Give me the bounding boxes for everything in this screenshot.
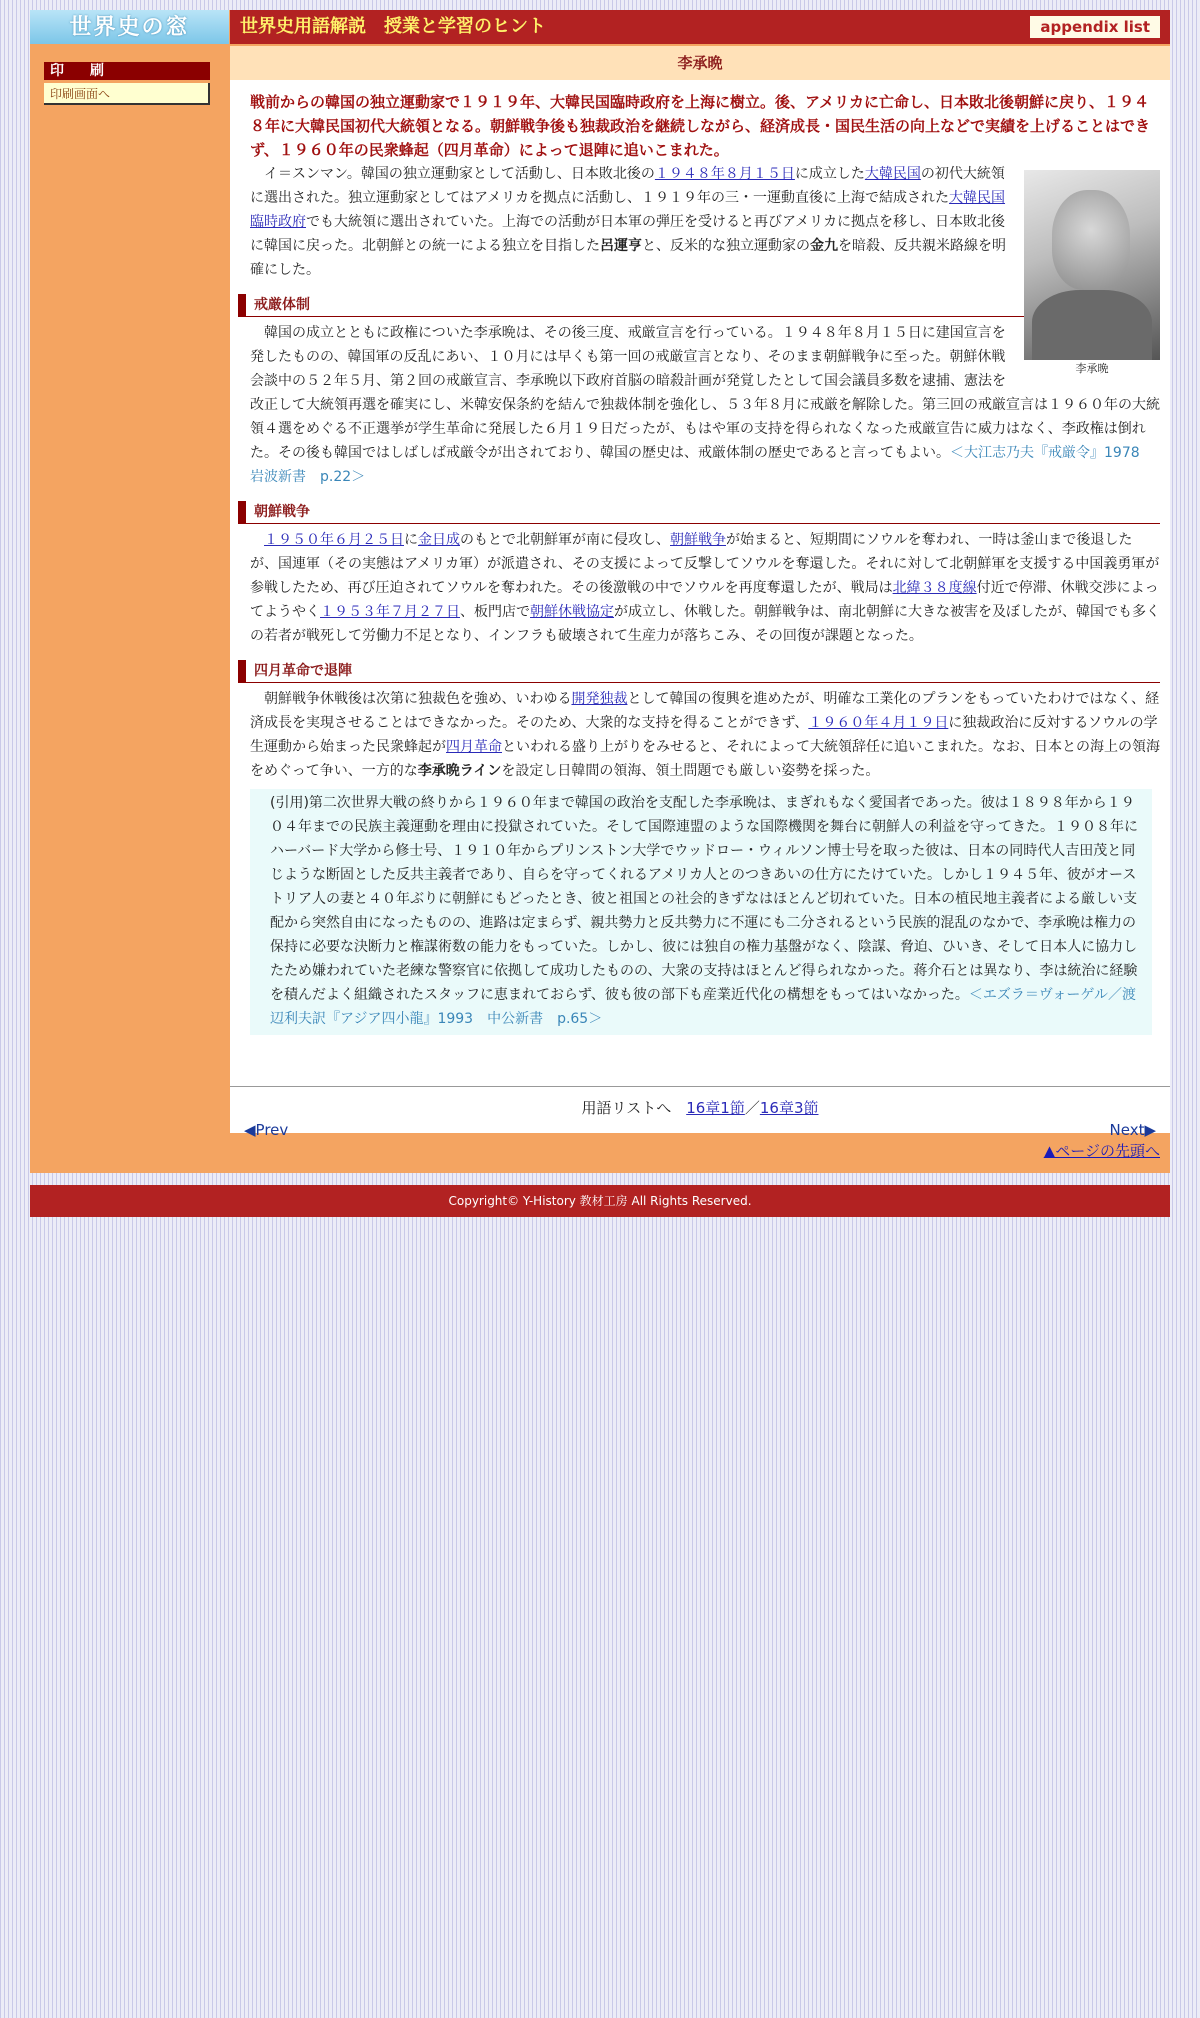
article-title: 李承晩 [230, 46, 1170, 80]
term-list-nav [230, 1097, 1170, 1118]
link-provisional-government[interactable]: 大韓民国臨時政府 [250, 190, 1006, 230]
section-text: を設定し日韓間の領海、領土問題でも厳しい姿勢を採った。 [501, 763, 880, 779]
link-1948-08-15[interactable]: １９４８年８月１５日 [654, 166, 795, 182]
intro-text: と、反米的な独立運動家の [642, 238, 810, 254]
section-heading-korean-war: 朝鮮戦争 [238, 501, 1160, 524]
link-april-revolution[interactable]: 四月革命 [446, 739, 502, 755]
portrait-face [1052, 190, 1130, 290]
sidebar-print-heading: 印 刷 [44, 62, 210, 80]
intro-text: を暗殺、反共親米路線を明確にした。 [250, 238, 1006, 278]
section-text: 付近で停滞、休戦交渉によってようやく [250, 580, 1159, 620]
page-top-link[interactable]: ▲ページの先頭へ [1043, 1142, 1160, 1160]
quotation-block [250, 789, 1152, 1035]
section-text: といわれる盛り上がりをみせると、それによって大統領辞任に追いこまれた。なお、日本との海上の領海をめぐって争い、一方的な [250, 739, 1160, 779]
nav-separator: ／ [744, 1099, 760, 1117]
next-link[interactable]: Next▶ [1109, 1121, 1156, 1139]
april-revolution-paragraph [250, 687, 1160, 783]
intro-text: の初代大統領に選出された。独立運動家としてはアメリカを拠点に活動し、１９１９年の三・一運動直後に上海で結成された [250, 166, 1005, 206]
intro-text: に成立した [794, 166, 865, 182]
print-screen-link[interactable]: 印刷画面へ [44, 83, 210, 105]
footer-navigation [230, 1086, 1170, 1139]
section-text: が成立し、休戦した。朝鮮戦争は、南北朝鮮に大きな被害を及ぼしたが、韓国でも多くの若者が戦死して労働力不足となり、インフラも破壊されて生産力が落ちこみ、その回復が課題となった。 [250, 604, 1160, 644]
portrait-coat [1032, 290, 1152, 360]
main-content [230, 46, 1170, 1139]
link-republic-of-korea[interactable]: 大韓民国 [864, 166, 921, 182]
link-kim-il-sung[interactable]: 金日成 [418, 532, 460, 548]
term-list-label: 用語リストへ [581, 1099, 687, 1117]
section-text: 韓国の成立とともに政権についた李承晩は、その後三度、戒厳宣言を行っている。１９４８年８月１５日に建国宣言を発したものの、韓国軍の反乱にあい、１０月には早くも第一回の戒厳宣言となり、そのまま朝鮮戦争に至った。朝鮮休戦会談中の５２年５月、第２回の戒厳宣言、李承晩以下政府首脳の暗殺計画が発覚したとして国会議員多数を逮捕、憲法を改正して大統領再選を確実にし、米韓安保条約を結んで独裁体制を強化し、５３年８月に戒厳を解除した。第三回の戒厳宣言は１９６０年の大統領４選をめぐる不正選挙が学生革命に発展した６月１９日だったが、もはや軍の支持を得られなくなった戒厳宣告に威力はなく、李政権は倒れた。その後も韓国ではしばしば戒厳令が出されており、韓国の歴史は、戒厳体制の歴史であると言ってもよい。 [250, 325, 1160, 461]
quotation-text: (引用)第二次世界大戦の終りから１９６０年まで韓国の政治を支配した李承晩は、まぎれもなく愛国者であった。彼は１８９８年から１９０４年までの民族主義運動を理由に投獄されていた。そして国際連盟のような国際機関を舞台に朝鮮人の利益を守ってきた。１９０８年にハーバード大学から修士号、１９１０年からプリンストン大学でウッドロー・ウィルソン博士号を取った彼は、日本の同時代人吉田茂と同じような断固とした反共主義者であり、自らを守ってくれるアメリカ人とのつきあいの仕方にたけていた。しかし１９４５年、彼がオーストリア人の妻と４０年ぶりに朝鮮にもどったとき、彼と祖国との社会的きずなはほとんど切れていた。日本の植民地主義者による厳しい支配から突然自由になったものの、進路は定まらず、親共勢力と反共勢力に不運にも二分されるという民族的混乱のなかで、李承晩は権力の保持に必要な決断力と権謀術数の能力をもっていた。しかし、彼には独自の権力基盤がなく、陰謀、脅迫、ひいき、そして日本人に協力したため嫌われていた老練な警察官に依拠して成功したものの、大衆の支持はほとんど得られなかった。蒋介石とは異なり、李は統治に経験を積んだよく組織されたスタッフに恵まれておらず、彼も彼の部下も産業近代化の構想をもってはいなかった。 [270, 795, 1138, 1003]
korean-war-paragraph [250, 528, 1160, 648]
section-text: が始まると、短期間にソウルを奪われ、一時は釜山まで後退したが、国連軍（その実態はアメリカ軍）が派遣され、その支援によって反撃してソウルを奪還した。それに対して北朝鮮軍を支援する中国義勇軍が参戦したため、再び圧迫されてソウルを奪われた。その後激戦の中でソウルを再度奪還したが、戦局は [250, 532, 1160, 596]
portrait-photo [1024, 170, 1160, 360]
site-title: 世界史用語解説 授業と学習のヒント [240, 16, 546, 37]
bold-term: 呂運亨 [600, 238, 642, 254]
intro-text: イ＝スンマン。韓国の独立運動家として活動し、日本敗北後の [264, 166, 655, 182]
section-heading-martial-law: 戒厳体制 [238, 294, 1160, 317]
citation: ＜エズラ＝ヴォーゲル／渡辺利夫訳『アジア四小龍』1993 中公新書 p.65＞ [270, 987, 1137, 1027]
link-chapter-16-1[interactable]: 16章1節 [686, 1099, 745, 1117]
prev-link[interactable]: ◀Prev [244, 1121, 289, 1139]
section-text: のもとで北朝鮮軍が南に侵攻し、 [460, 532, 670, 548]
page-wrapper [30, 10, 1170, 1173]
article-body [230, 162, 1170, 1035]
section-text: に独裁政治に反対するソウルの学生運動から始まった民衆蜂起が [250, 715, 1158, 755]
section-text: として韓国の復興を進めたが、明確な工業化のプランをもっていたわけではなく、経済成長を実現させることはできなかった。そのため、大衆的な支持を得ることができず、 [250, 691, 1160, 731]
portrait-figure [1024, 170, 1160, 378]
link-korean-war[interactable]: 朝鮮戦争 [670, 532, 726, 548]
section-text: 、板門店で [460, 604, 530, 620]
intro-text: でも大統領に選出されていた。上海での活動が日本軍の弾圧を受けると再びアメリカに拠点を移し、日本敗北後に韓国に戻った。北朝鮮との統一による独立を目指した [250, 214, 1006, 254]
bold-term: 李承晩ライン [417, 763, 502, 779]
article-summary: 戦前からの韓国の独立運動家で１９１９年、大韓民国臨時政府を上海に樹立。後、アメリカに亡命し、日本敗北後朝鮮に戻り、１９４８年に大韓民国初代大統領となる。朝鮮戦争後も独裁政治を継続しながら、経済成長・国民生活の向上などで実績を上げることはできず、１９６０年の民衆蜂起（四月革命）によって退陣に追いこまれた。 [250, 93, 1151, 159]
header-bar [230, 10, 1170, 44]
appendix-list-link[interactable]: appendix list [1030, 16, 1160, 38]
site-logo[interactable]: 世界史の窓 [30, 10, 229, 44]
link-1960-04-19[interactable]: １９６０年４月１９日 [808, 715, 949, 731]
link-chapter-16-3[interactable]: 16章3節 [759, 1099, 819, 1117]
portrait-caption: 李承晩 [1075, 362, 1109, 375]
section-text: 朝鮮戦争休戦後は次第に独裁色を強め、いわゆる [264, 691, 572, 707]
link-developmental-dictatorship[interactable]: 開発独裁 [571, 691, 628, 707]
section-text: に [404, 532, 418, 548]
link-38th-parallel[interactable]: 北緯３８度線 [892, 580, 977, 596]
section-heading-april-revolution: 四月革命で退陣 [238, 660, 1160, 683]
bold-term: 金九 [810, 238, 838, 254]
link-armistice[interactable]: 朝鮮休戦協定 [530, 604, 614, 620]
link-1953-07-27[interactable]: １９５３年７月２７日 [320, 604, 460, 620]
link-1950-06-25[interactable]: １９５０年６月２５日 [264, 532, 404, 548]
citation: ＜大江志乃夫『戒厳令』1978 岩波新書 p.22＞ [250, 445, 1154, 485]
copyright-footer: Copyright© Y-History 教材工房 All Rights Reserved. [30, 1185, 1170, 1217]
